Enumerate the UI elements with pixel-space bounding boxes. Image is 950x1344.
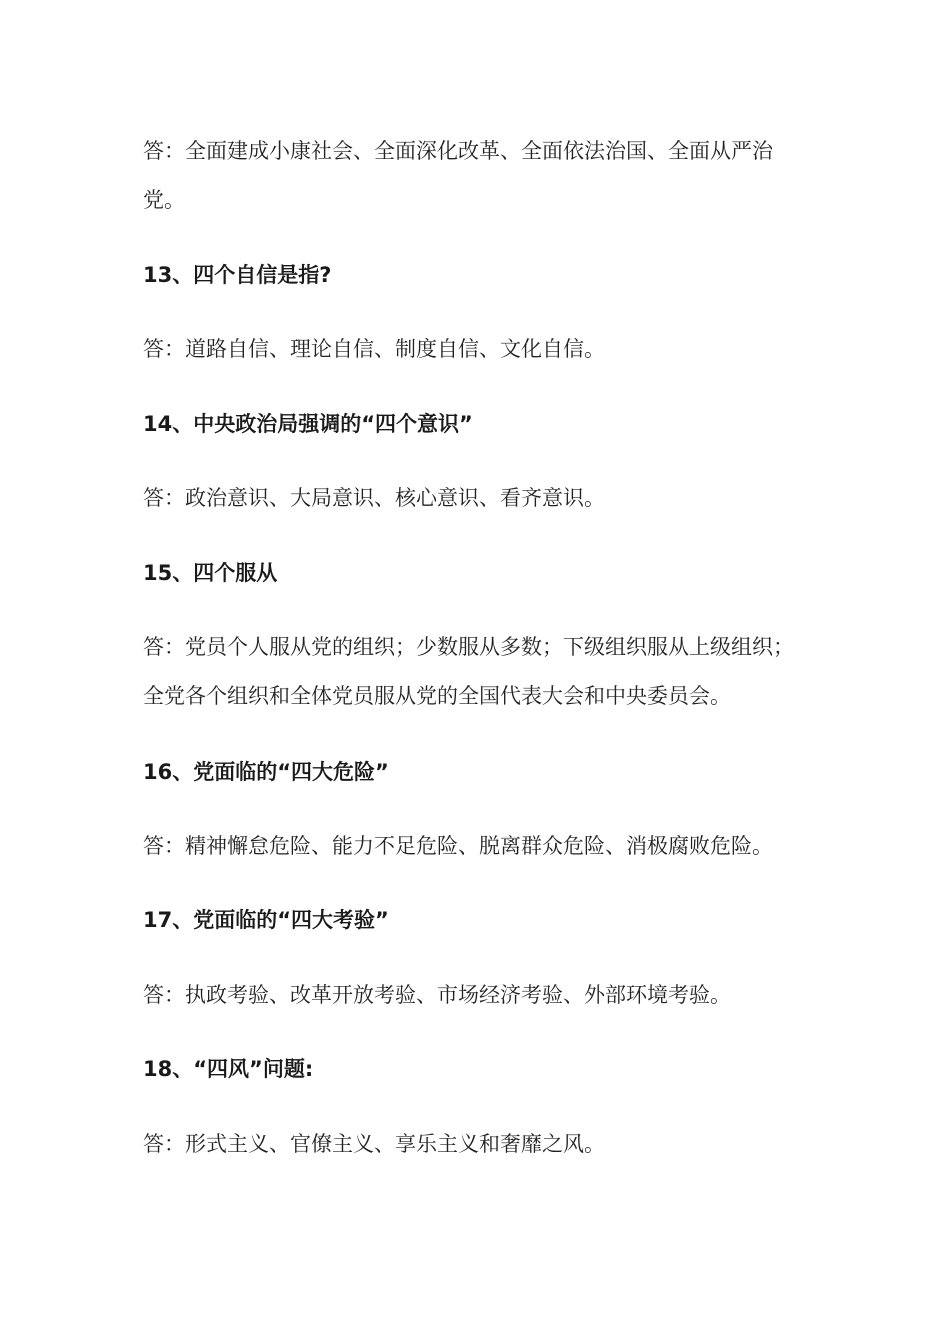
answer-13: 答：道路自信、理论自信、制度自信、文化自信。 <box>143 337 605 361</box>
answer-14: 答：政治意识、大局意识、核心意识、看齐意识。 <box>143 486 605 510</box>
answer-16: 答：精神懈怠危险、能力不足危险、脱离群众危险、消极腐败危险。 <box>143 834 773 858</box>
answer-17: 答：执政考验、改革开放考验、市场经济考验、外部环境考验。 <box>143 983 731 1007</box>
answer-15-line-1: 答：党员个人服从党的组织；少数服从多数；下级组织服从上级组织； <box>143 635 794 659</box>
answer-15-line-2: 全党各个组织和全体党员服从党的全国代表大会和中央委员会。 <box>143 684 731 708</box>
answer-12-line-2: 党。 <box>143 188 185 212</box>
question-16: 16、党面临的“四大危险” <box>143 760 389 784</box>
question-18: 18、“四风”问题: <box>143 1057 314 1081</box>
answer-18: 答：形式主义、官僚主义、享乐主义和奢靡之风。 <box>143 1132 605 1156</box>
question-17: 17、党面临的“四大考验” <box>143 908 389 932</box>
question-14: 14、中央政治局强调的“四个意识” <box>143 412 473 436</box>
question-13: 13、四个自信是指? <box>143 263 332 287</box>
answer-12-line-1: 答：全面建成小康社会、全面深化改革、全面依法治国、全面从严治 <box>143 139 773 163</box>
question-15: 15、四个服从 <box>143 561 278 585</box>
